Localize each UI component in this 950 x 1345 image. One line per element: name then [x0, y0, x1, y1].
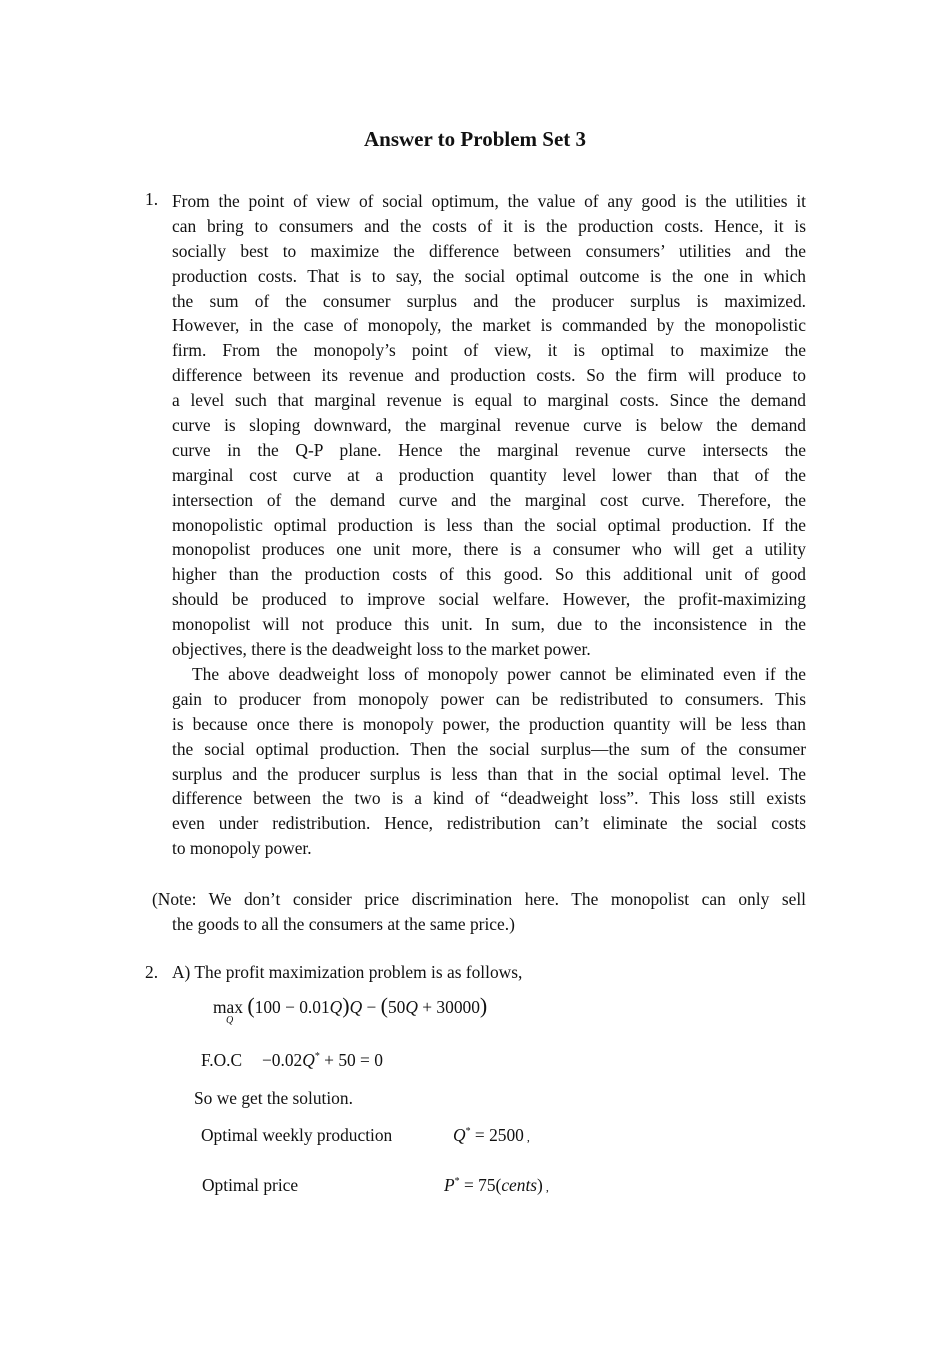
text-line: intersection of the demand curve and the marginal cost curve. Therefore, the	[172, 489, 806, 510]
question-1-number: 1.	[145, 189, 159, 209]
optimal-production-label: Optimal weekly production	[201, 1125, 393, 1145]
text-line: marginal cost curve at a production quantity level lower than that of the	[172, 464, 806, 485]
text-line: the social optimal production. Then the social surplus—the sum of the consumer	[172, 738, 806, 759]
text-line: even under redistribution. Hence, redistribution can’t eliminate the social costs	[172, 813, 806, 834]
text-line: the sum of the consumer surplus and the producer surplus is maximized.	[172, 290, 806, 311]
text-line: (Note: We don’t consider price discrimination here. The monopolist can only sell	[152, 889, 806, 909]
foc-label: F.O.C	[201, 1050, 243, 1070]
optimal-production-value: Q* = 2500 ,	[453, 1125, 530, 1145]
optimal-price-value: P* = 75(cents) ,	[444, 1175, 549, 1195]
text-line: is because once there is monopoly power, the production quantity will be less than	[172, 713, 806, 734]
text-line: difference between the two is a kind of “deadweight loss”. This loss still exists	[172, 788, 806, 809]
objective-formula: max (100 − 0.01Q)Q − (50Q + 30000)	[213, 993, 488, 1018]
optimal-price-label: Optimal price	[202, 1175, 299, 1195]
text-line: production costs. That is to say, the social optimal outcome is the one in which	[172, 265, 806, 286]
max-operator: max	[213, 997, 243, 1017]
text-line: curve in the Q-P plane. Hence the marginal revenue curve intersects the	[172, 439, 806, 460]
text-line: surplus and the producer surplus is less than that in the social optimal level. The	[172, 763, 806, 784]
text-line: a level such that marginal revenue is equal to marginal costs. Since the demand	[172, 390, 806, 411]
text-line: gain to producer from monopoly power can be redistributed to consumers. This	[172, 688, 806, 709]
text-line: monopolistic optimal production is less than the social optimal production. If the	[172, 514, 806, 535]
text-line: firm. From the monopoly’s point of view, it is optimal to maximize the	[172, 340, 806, 361]
text-line: socially best to maximize the difference between consumers’ utilities and the	[172, 240, 806, 261]
text-line: curve is sloping downward, the marginal revenue curve is below the demand	[172, 415, 806, 436]
question-1-note	[152, 887, 806, 937]
question-1-paragraph-1	[172, 189, 806, 662]
text-line: However, in the case of monopoly, the market is commanded by the monopolistic	[172, 315, 806, 336]
text-line: monopolist will not produce this unit. In sum, due to the inconsistence in the	[172, 614, 806, 635]
text-line: monopolist produces one unit more, there is a consumer who will get a utility	[172, 539, 806, 560]
text-line: From the point of view of social optimum, the value of any good is the utilities it	[172, 191, 806, 211]
text-line: should be produced to improve social welfare. However, the profit-maximizing	[172, 589, 806, 610]
text-line: to monopoly power.	[172, 838, 312, 859]
document-title: Answer to Problem Set 3	[363, 127, 587, 151]
text-line: objectives, there is the deadweight loss to the market power.	[172, 639, 591, 660]
text-line: the goods to all the consumers at the same price.)	[172, 913, 515, 934]
question-2-number: 2.	[145, 962, 159, 982]
question-2-intro: A) The profit maximization problem is as follows,	[172, 962, 523, 982]
foc-equation: −0.02Q* + 50 = 0	[262, 1050, 383, 1070]
text-line: difference between its revenue and production costs. So the firm will produce to	[172, 365, 806, 386]
text-line: The above deadweight loss of monopoly power cannot be eliminated even if the	[192, 664, 806, 684]
solution-text: So we get the solution.	[194, 1088, 353, 1108]
text-line: higher than the production costs of this good. So this additional unit of good	[172, 564, 806, 585]
max-subscript: Q	[226, 1015, 234, 1026]
question-1-paragraph-2	[172, 662, 806, 861]
text-line: can bring to consumers and the costs of it is the production costs. Hence, it is	[172, 215, 806, 236]
